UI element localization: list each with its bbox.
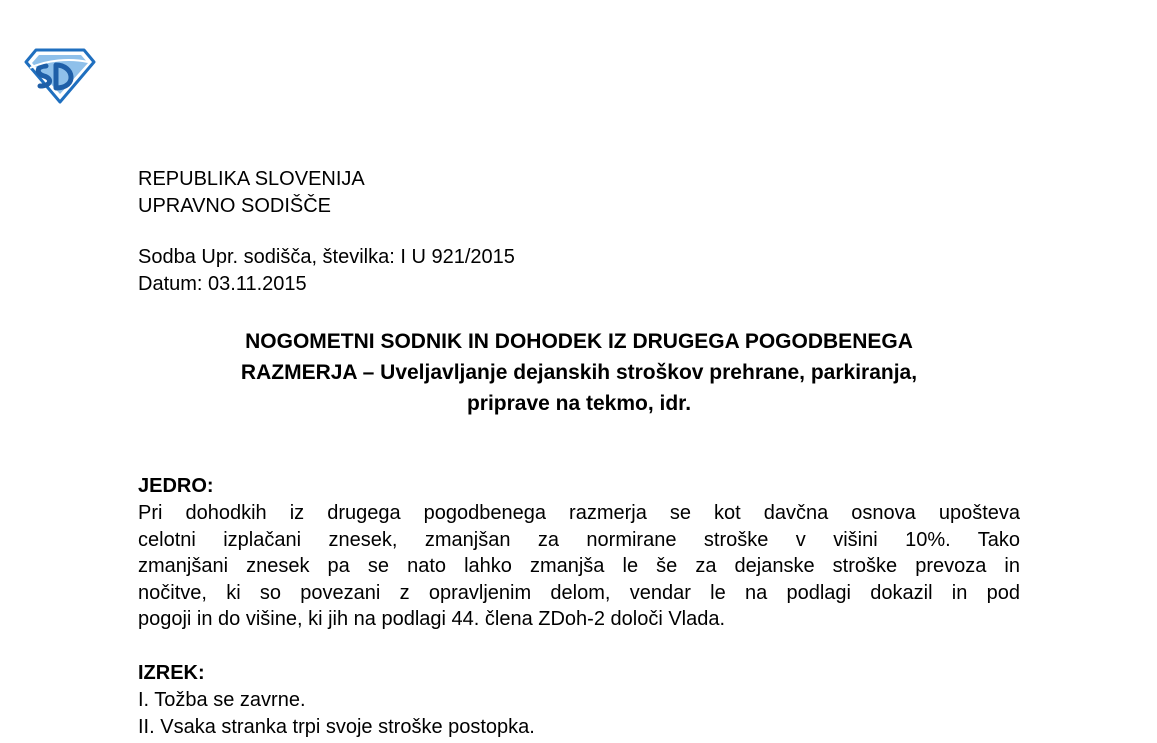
court-name: UPRAVNO SODIŠČE [138,195,331,217]
jedro-line: Pri dohodkih iz drugega pogodbenega razmerja se kot davčna osnova upošteva [138,502,1020,524]
title-line-1: NOGOMETNI SODNIK IN DOHODEK IZ DRUGEGA POGODBENEGA [245,330,913,353]
jedro-line: celotni izplačani znesek, zmanjšan za normirane stroške v višini 10%. Tako [138,528,1020,551]
izrek-item-2: II. Vsaka stranka trpi svoje stroške postopka. [138,715,535,738]
title-line-3: priprave na tekmo, idr. [466,392,692,415]
jedro-line: nočitve, ki so povezani z opravljenim delom, vendar le na podlagi dokazil in pod [138,581,1020,604]
izrek-heading: IZREK: [138,662,205,684]
shield-logo-icon [22,48,96,104]
court-header [138,166,365,220]
case-reference [138,244,515,298]
jedro-section [138,473,1020,633]
title-line-2: RAZMERJA – Uveljavljanje dejanskih stroškov prehrane, parkiranja, [240,361,918,384]
jedro-line: zmanjšani znesek pa se nato lahko zmanjša le še za dejanske stroške prevoza in [138,555,1020,578]
izrek-section [138,660,1020,740]
case-date: Datum: 03.11.2015 [138,273,307,295]
sd-shield-logo [22,48,96,104]
izrek-item-1: I. Tožba se zavrne. [138,689,306,711]
jedro-line: pogoji in do višine, ki jih na podlagi 44. člena ZDoh-2 določi Vlada. [138,608,726,631]
jedro-heading: JEDRO: [138,475,214,497]
case-number: Sodba Upr. sodišča, številka: I U 921/2015 [138,246,515,268]
document-title [138,326,1020,419]
country-name: REPUBLIKA SLOVENIJA [138,168,365,190]
jedro-text [138,500,1020,633]
